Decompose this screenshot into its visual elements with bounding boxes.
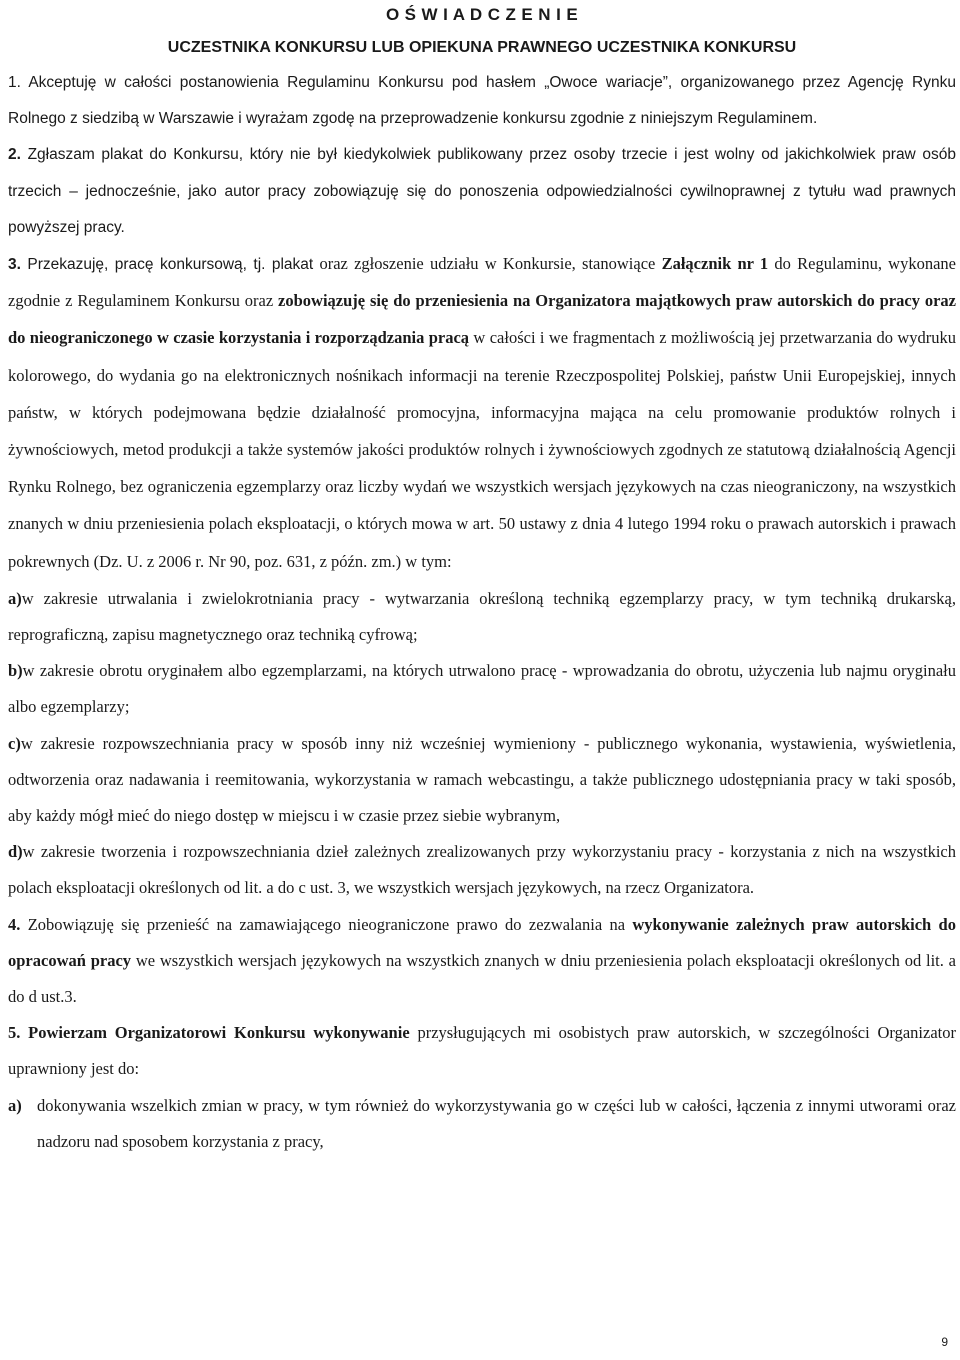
item-a-text: w zakresie utrwalania i zwielokrotniania pracy - wytwarzania określoną techniką egzemplarzy pracy, w tym techniką drukarską, reprograficzną, zapisu magnetycznego oraz techniką cyfrową; <box>8 588 956 645</box>
paragraph-5-number: 5. <box>8 1023 21 1043</box>
item-5a-text: dokonywania wszelkich zmian w pracy, w tym również do wykorzystywania go w części lub w całości, łączenia z innymi utworami oraz nadzoru nad sposobem korzystania z pracy, <box>37 1095 956 1151</box>
paragraph-3-lead: Przekazuję, pracę konkursową, tj. plakat <box>20 256 314 274</box>
paragraph-3 <box>8 246 956 581</box>
document-title: O Ś W I A D C Z E N I E <box>385 5 579 24</box>
paragraph-2-text: Zgłaszam plakat do Konkursu, który nie był kiedykolwiek publikowany przez osoby trzecie i jest wolny od jakichkolwiek praw osób trzecich – jednocześnie, jako autor pracy zobowiązuję się do ponoszenia odpowiedzialności cywilnoprawnej z tytułu wad prawnych powyższej pracy. <box>8 146 956 236</box>
paragraph-5-text: przysługujących mi osobistych praw autorskich, w szczególności Organizator uprawniony jest do: <box>8 1023 956 1079</box>
item-d-text: w zakresie tworzenia i rozpowszechniania dzieł zależnych zrealizowanych przy wykorzystaniu pracy - korzystania z nich na wszystkich polach eksploatacji określonych od lit. a do c ust. 3, we wszystkich wersjach językowych, na rzecz Organizatora. <box>8 842 956 898</box>
item-c-text: w zakresie rozpowszechniania pracy w sposób inny niż wcześniej wymieniony - publicznego wykonania, wystawienia, wyświetlenia, odtworzenia oraz nadawania i reemitowania, wykorzystania w ramach webcastingu, a także publicznego udostępniania pracy w taki sposób, aby każdy mógł mieć do niego dostęp w miejscu i w czasie przez siebie wybranym, <box>8 733 956 826</box>
paragraph-2 <box>8 137 956 246</box>
paragraph-5 <box>8 1015 956 1087</box>
item-d <box>8 834 956 906</box>
dependent-rights-phrase: wykonywanie zależnych praw autorskich do opracowań pracy <box>8 914 956 970</box>
document-body <box>8 65 956 1160</box>
paragraph-2-number: 2. <box>8 146 21 164</box>
rights-transfer-obligation: zobowiązuję się do przeniesienia na Organizatora majątkowych praw autorskich do pracy oraz do nieograniczonego w czasie korzystania i rozporządzania pracą <box>8 291 956 348</box>
paragraph-5-bold: Powierzam Organizatorowi Konkursu wykonywanie <box>20 1023 410 1043</box>
item-b <box>8 653 956 725</box>
item-a-label: a) <box>8 588 22 608</box>
paragraph-4 <box>8 907 956 1016</box>
paragraph-3-text-3: w całości i we fragmentach z możliwością jej przetwarzania do wydruku kolorowego, do wydania go na elektronicznych nośnikach informacji na terenie Rzeczpospolitej Polskiej, państw Unii Europejskiej, innych państw, w których podejmowana będzie działalność promocyjna, informacyjna mająca na celu promowanie produktów rolnych i żywnościowych, metod produkcji a także systemów jakości produktów rolnych i żywnościowych zgodnych ze statutową działalnością Agencji Rynku Rolnego, bez ograniczenia egzemplarzy oraz liczby wydań we wszystkich wersjach językowych na czas nieograniczony, na wszystkich znanych w dniu przeniesienia polach eksploatacji, o których mowa w art. 50 ustawy z dnia 4 lutego 1994 roku o prawach autorskich i prawach pokrewnych (Dz. U. z 2006 r. Nr 90, poz. 631, z późn. zm.) w tym: <box>8 328 956 571</box>
page-number: 9 <box>941 1335 948 1349</box>
item-b-label: b) <box>8 661 23 681</box>
paragraph-4-number: 4. <box>8 914 21 934</box>
item-c-label: c) <box>8 733 21 753</box>
item-5a <box>8 1088 956 1160</box>
item-b-text: w zakresie obrotu oryginałem albo egzemplarzami, na których utrwalono pracę - wprowadzania do obrotu, użyczenia lub najmu oryginału albo egzemplarzy; <box>8 661 956 717</box>
paragraph-3-number: 3. <box>8 256 21 274</box>
paragraph-4-text-2: we wszystkich wersjach językowych na wszystkich znanych w dniu przeniesienia polach eksploatacji określonych od lit. a do d ust.3. <box>8 950 956 1007</box>
paragraph-1: 1. Akceptuję w całości postanowienia Regulaminu Konkursu pod hasłem „Owoce wariacje”, organizowanego przez Agencję Rynku Rolnego z siedzibą w Warszawie i wyrażam zgodę na przeprowadzenie konkursu zgodnie z niniejszym Regulaminem. <box>8 74 956 128</box>
item-c <box>8 726 956 835</box>
item-d-label: d) <box>8 842 23 862</box>
paragraph-3-text-1: oraz zgłoszenie udziału w Konkursie, stanowiące <box>313 254 662 274</box>
item-5a-label: a) <box>8 1095 22 1115</box>
paragraph-4-text-1: Zobowiązuję się przenieść na zamawiającego nieograniczone prawo do zezwalania na <box>20 914 633 934</box>
attachment-reference: Załącznik nr 1 <box>661 254 769 274</box>
document-subtitle: UCZESTNIKA KONKURSU LUB OPIEKUNA PRAWNEGO UCZESTNIKA KONKURSU <box>167 39 797 56</box>
paragraph-3-text-2: do Regulaminu, wykonane zgodnie z Regulaminem Konkursu oraz <box>8 254 956 311</box>
item-a <box>8 581 956 653</box>
